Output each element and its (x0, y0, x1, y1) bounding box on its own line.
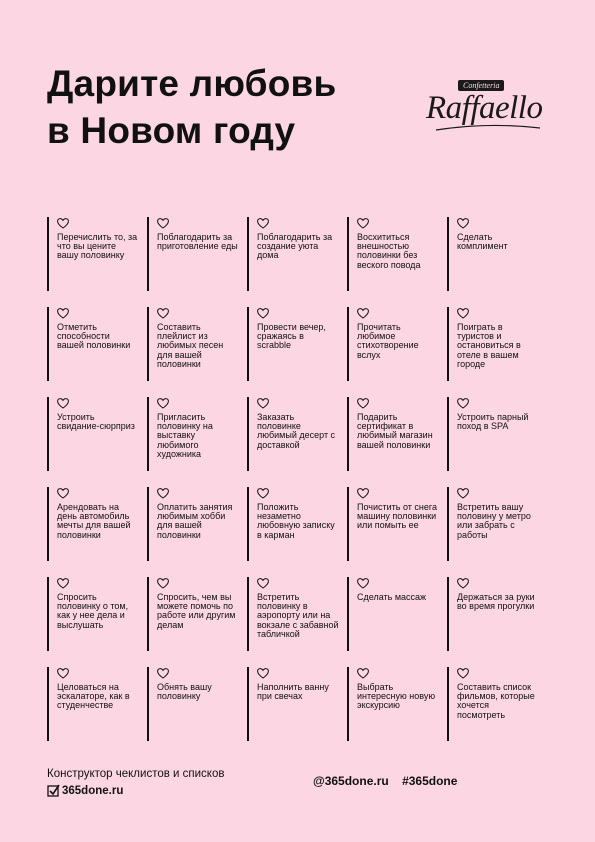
checklist-item[interactable] (247, 307, 339, 381)
checklist-item[interactable] (147, 577, 239, 651)
checklist-item[interactable] (447, 397, 539, 471)
footer-tagline: Конструктор чеклистов и списков (47, 768, 225, 780)
checklist-item-text: Составить список фильмов, которые хочется посмотреть (457, 682, 535, 720)
footer-brand[interactable] (47, 784, 224, 797)
heart-outline-icon[interactable] (257, 488, 269, 499)
checklist-item-text: Восхититься внешностью половинки без веского повода (357, 232, 421, 270)
checklist-item-text: Провести вечер, сражаясь в scrabble (257, 322, 326, 351)
checklist-item[interactable] (47, 397, 139, 471)
heart-outline-icon[interactable] (457, 578, 469, 589)
footer-social (313, 774, 467, 788)
logo-badge: Confetteria (458, 80, 504, 91)
checklist-item[interactable] (147, 307, 239, 381)
checklist-item[interactable] (247, 667, 339, 741)
heart-outline-icon[interactable] (257, 398, 269, 409)
checklist-item[interactable] (147, 217, 239, 291)
logo-swoosh-icon (434, 124, 542, 132)
checklist-item-text: Устроить парный поход в SPA (457, 412, 529, 432)
checklist-item[interactable] (347, 217, 439, 291)
title-line-2: в Новом году (47, 110, 296, 151)
checklist-item-text: Заказать половинке любимый десерт с доставкой (257, 412, 336, 450)
checklist-item-text: Выбрать интересную новую экскурсию (357, 682, 436, 711)
checklist-item-text: Поиграть в туристов и остановиться в отеле в вашем городе (457, 322, 521, 369)
checklist-item-text: Пригласить половинку на выставку любимого художника (157, 412, 213, 459)
heart-outline-icon[interactable] (57, 578, 69, 589)
checklist-item[interactable] (447, 667, 539, 741)
checklist-item-text: Прочитать любимое стихотворение вслух (357, 322, 419, 360)
checkbox-check-icon (47, 784, 60, 797)
checklist-item-text: Встретить половинку в аэропорту или на вокзале с забавной табличкой (257, 592, 339, 639)
checklist-item[interactable] (147, 397, 239, 471)
heart-outline-icon[interactable] (257, 308, 269, 319)
page-title (47, 60, 407, 154)
heart-outline-icon[interactable] (157, 488, 169, 499)
checklist-item-text: Встретить вашу половину у метро или забрать с работы (457, 502, 531, 540)
heart-outline-icon[interactable] (57, 308, 69, 319)
heart-outline-icon[interactable] (457, 668, 469, 679)
checklist-item[interactable] (47, 217, 139, 291)
checklist-item[interactable] (347, 487, 439, 561)
heart-outline-icon[interactable] (457, 398, 469, 409)
heart-outline-icon[interactable] (357, 668, 369, 679)
checklist-item[interactable] (47, 577, 139, 651)
checklist-item-text: Арендовать на день автомобиль мечты для вашей половинки (57, 502, 131, 540)
logo-wordmark: Raffaello (426, 90, 543, 126)
heart-outline-icon[interactable] (157, 308, 169, 319)
checklist-item[interactable] (47, 667, 139, 741)
checklist-item[interactable] (347, 397, 439, 471)
heart-outline-icon[interactable] (457, 308, 469, 319)
checklist-item-text: Подарить сертификат в любимый магазин вашей половинки (357, 412, 433, 450)
checklist-item-text: Держаться за руки во время прогулки (457, 592, 535, 612)
heart-outline-icon[interactable] (57, 668, 69, 679)
heart-outline-icon[interactable] (357, 488, 369, 499)
checklist-item[interactable] (247, 487, 339, 561)
checklist-item-text: Спросить половинку о том, как у нее дела и выслушать (57, 592, 129, 630)
heart-outline-icon[interactable] (257, 218, 269, 229)
checklist-item-text: Поблагодарить за создание уюта дома (257, 232, 333, 261)
checklist-item[interactable] (447, 217, 539, 291)
title-line-1: Дарите любовь (47, 63, 337, 104)
checklist-item[interactable] (47, 487, 139, 561)
checklist-item[interactable] (347, 307, 439, 381)
heart-outline-icon[interactable] (357, 308, 369, 319)
footer-handle[interactable]: @365done.ru (313, 774, 389, 788)
heart-outline-icon[interactable] (157, 398, 169, 409)
heart-outline-icon[interactable] (357, 398, 369, 409)
checklist-item[interactable] (247, 577, 339, 651)
checklist-item-text: Целоваться на эскалаторе, как в студенчестве (57, 682, 130, 711)
checklist-item[interactable] (347, 667, 439, 741)
checklist-item-text: Наполнить ванну при свечах (257, 682, 329, 702)
checklist-item-text: Обнять вашу половинку (157, 682, 212, 702)
heart-outline-icon[interactable] (257, 668, 269, 679)
checklist-item[interactable] (447, 487, 539, 561)
heart-outline-icon[interactable] (157, 668, 169, 679)
checklist-item[interactable] (347, 577, 439, 651)
checklist-item-text: Положить незаметно любовную записку в карман (257, 502, 335, 540)
footer-brand-label: 365done.ru (62, 784, 124, 797)
checklist-item[interactable] (147, 667, 239, 741)
heart-outline-icon[interactable] (57, 488, 69, 499)
checklist-item[interactable] (247, 217, 339, 291)
heart-outline-icon[interactable] (457, 218, 469, 229)
checklist-item-text: Поблагодарить за приготовление еды (157, 232, 238, 252)
checklist-item-text: Устроить свидание-сюрприз (57, 412, 135, 432)
heart-outline-icon[interactable] (157, 218, 169, 229)
heart-outline-icon[interactable] (357, 218, 369, 229)
heart-outline-icon[interactable] (57, 398, 69, 409)
checklist-item[interactable] (147, 487, 239, 561)
heart-outline-icon[interactable] (257, 578, 269, 589)
checklist-item[interactable] (47, 307, 139, 381)
checklist-item-text: Сделать массаж (357, 592, 427, 602)
checklist-item[interactable] (447, 577, 539, 651)
heart-outline-icon[interactable] (157, 578, 169, 589)
checklist-item-text: Отметить способности вашей половинки (57, 322, 131, 351)
heart-outline-icon[interactable] (457, 488, 469, 499)
footer-left (47, 767, 224, 797)
checklist-item-text: Оплатить занятия любимым хобби для вашей половинки (157, 502, 233, 540)
checklist-item-text: Почистить от снега машину половинки или помыть ее (357, 502, 437, 531)
checklist-item-text: Спросить, чем вы можете помочь по работе или другим делам (157, 592, 236, 630)
checklist-item[interactable] (247, 397, 339, 471)
checklist-item[interactable] (447, 307, 539, 381)
footer-hashtag[interactable]: #365done (402, 774, 458, 788)
checklist-item-text: Сделать комплимент (457, 232, 508, 252)
heart-outline-icon[interactable] (57, 218, 69, 229)
heart-outline-icon[interactable] (357, 578, 369, 589)
raffaello-logo (424, 80, 548, 136)
checklist-item-text: Перечислить то, за что вы цените вашу половинку (57, 232, 138, 261)
checklist-item-text: Составить плейлист из любимых песен для вашей половинки (157, 322, 224, 369)
